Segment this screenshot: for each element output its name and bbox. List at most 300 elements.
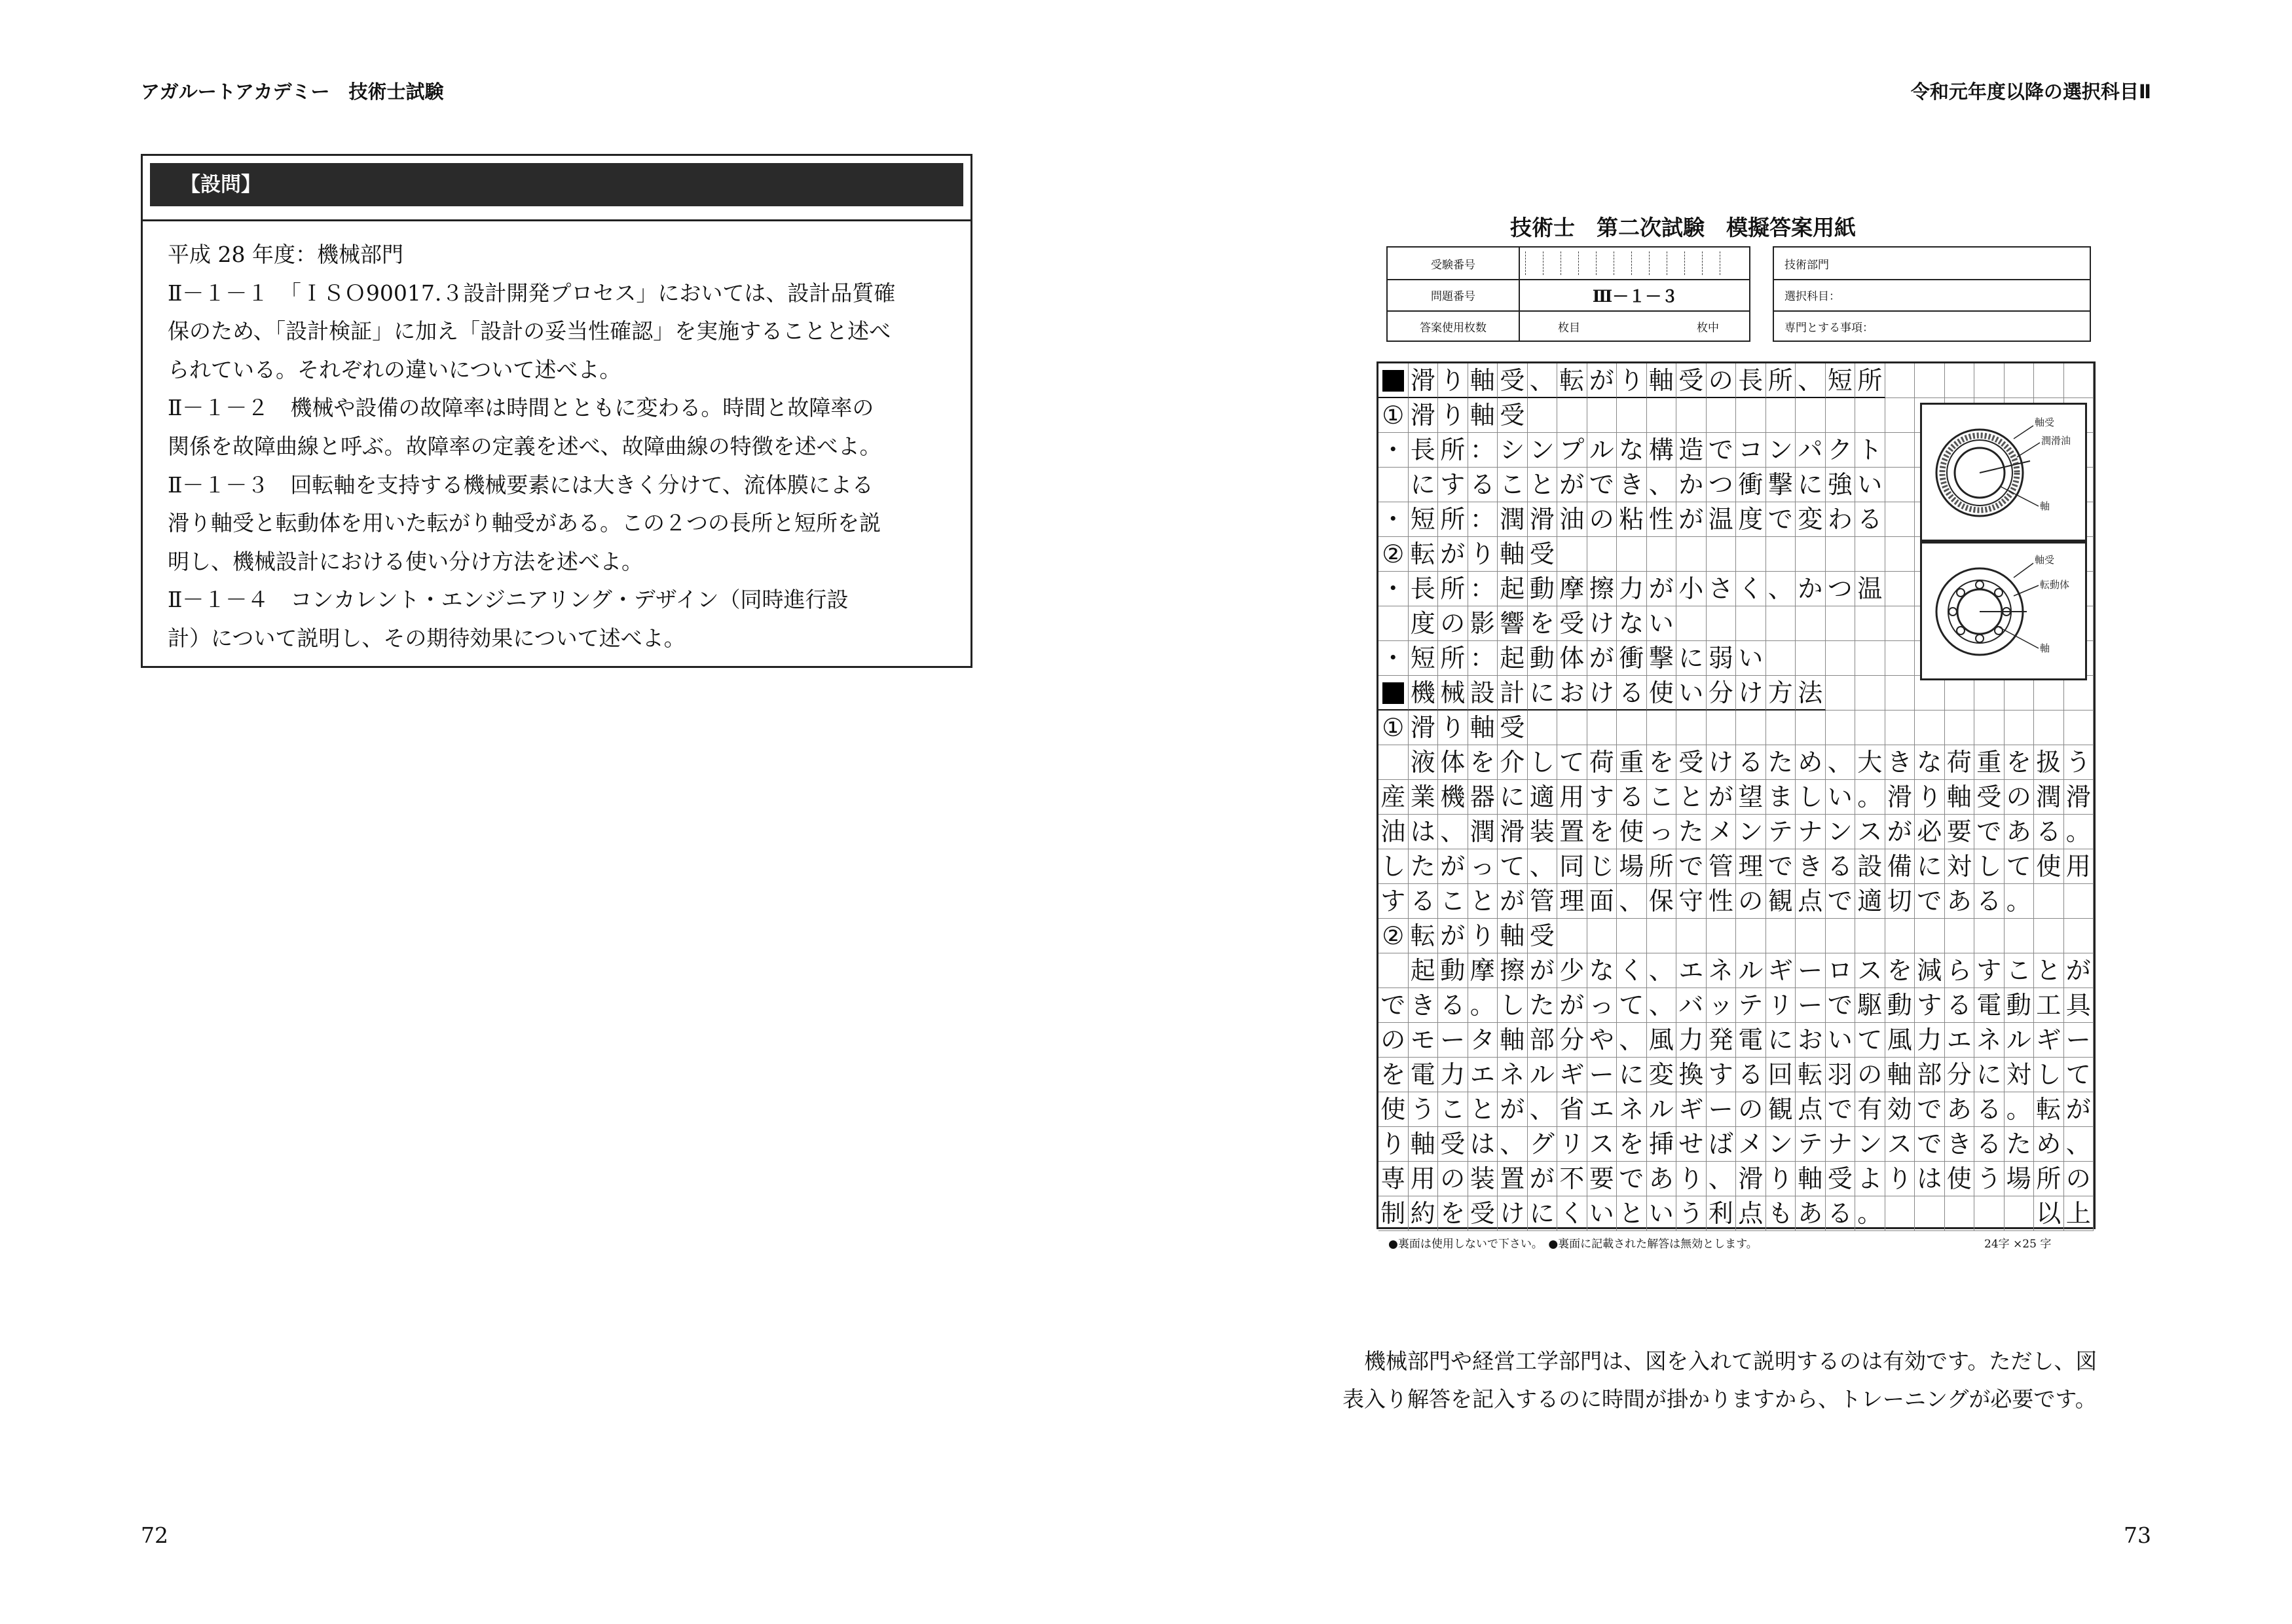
answer-cell	[1766, 537, 1796, 572]
answer-cell: 潤	[2034, 780, 2064, 815]
answer-cell: 駆	[1855, 988, 1885, 1023]
answer-cell: 約	[1409, 1196, 1439, 1231]
answer-cell: お	[1796, 1023, 1826, 1058]
answer-cell: あ	[1796, 1196, 1826, 1231]
answer-cell: り	[1468, 919, 1498, 953]
answer-cell: 性	[1707, 884, 1737, 919]
answer-cell	[1557, 919, 1587, 953]
answer-cell: に	[1766, 1023, 1796, 1058]
answer-cell: こ	[1647, 780, 1677, 815]
answer-cell	[1885, 537, 1915, 572]
answer-cell	[1378, 676, 1409, 710]
answer-cell: シ	[1498, 433, 1528, 468]
answer-cell: っ	[1587, 988, 1617, 1023]
answer-cell: 弱	[1707, 641, 1737, 676]
answer-cell: 滑	[1736, 1162, 1766, 1196]
answer-cell: 起	[1409, 953, 1439, 988]
answer-cell: な	[1617, 606, 1647, 641]
answer-cell	[1855, 710, 1885, 745]
answer-cell: っ	[1468, 849, 1498, 884]
answer-cell	[1885, 641, 1915, 676]
answer-cell	[1885, 710, 1915, 745]
answer-cell: ル	[1647, 1092, 1677, 1127]
answer-cell: 長	[1736, 363, 1766, 398]
answer-row	[1378, 884, 2094, 919]
answer-cell: 力	[1676, 1023, 1707, 1058]
answer-cell: る	[1945, 988, 1975, 1023]
answer-cell: ク	[1826, 433, 1856, 468]
answer-cell: 理	[1736, 849, 1766, 884]
answer-cell: て	[2064, 1058, 2094, 1092]
answer-row	[1378, 710, 2094, 745]
answer-cell	[1587, 398, 1617, 433]
answer-cell	[1885, 676, 1915, 710]
answer-cell: 守	[1676, 884, 1707, 919]
answer-cell: の	[1438, 1162, 1468, 1196]
answer-cell: 動	[1528, 641, 1558, 676]
answer-cell: 軸	[1498, 919, 1528, 953]
question-line: Ⅱ－１－２ 機械や設備の故障率は時間とともに変わる。時間と故障率の	[168, 395, 874, 421]
answer-cell	[1885, 572, 1915, 606]
answer-cell: り	[1617, 363, 1647, 398]
answer-cell: 、	[2064, 1127, 2094, 1162]
answer-cell: に	[1676, 641, 1707, 676]
section-marker-icon	[1382, 370, 1404, 392]
answer-cell: り	[1468, 537, 1498, 572]
answer-cell: 場	[2005, 1162, 2035, 1196]
answer-cell: ト	[1855, 433, 1885, 468]
answer-cell: し	[1528, 745, 1558, 780]
exam-number-digit-box[interactable]	[1578, 251, 1597, 275]
answer-cell: 動	[2005, 988, 2035, 1023]
answer-cell: 液	[1409, 745, 1439, 780]
answer-cell: 変	[1647, 1058, 1677, 1092]
answer-cell: た	[1676, 815, 1707, 849]
answer-cell: 軸	[1409, 1127, 1439, 1162]
answer-cell: ネ	[1498, 1058, 1528, 1092]
answer-cell: が	[1498, 884, 1528, 919]
answer-cell: す	[1587, 780, 1617, 815]
answer-cell: 発	[1707, 1023, 1737, 1058]
answer-cell: ー	[1796, 953, 1826, 988]
answer-cell: 置	[1498, 1162, 1528, 1196]
answer-cell: ネ	[1974, 1023, 2005, 1058]
answer-cell	[1855, 606, 1885, 641]
answer-cell	[1736, 606, 1766, 641]
answer-row	[1378, 815, 2094, 849]
exam-number-digit-box[interactable]	[1543, 251, 1561, 275]
answer-row	[1378, 1162, 2094, 1196]
answer-cell	[1707, 606, 1737, 641]
answer-cell: エ	[1676, 953, 1707, 988]
answer-cell	[1676, 398, 1707, 433]
answer-row	[1378, 1196, 2094, 1231]
answer-cell: る	[1826, 1196, 1856, 1231]
answer-cell: 用	[1557, 780, 1587, 815]
answer-cell: ー	[1707, 1092, 1737, 1127]
answer-cell: 挿	[1647, 1127, 1677, 1162]
answer-cell: 、	[1528, 363, 1558, 398]
exam-number-digit-box[interactable]	[1561, 251, 1579, 275]
answer-cell: ン	[1766, 433, 1796, 468]
answer-cell	[1885, 502, 1915, 537]
answer-cell: け	[1587, 606, 1617, 641]
answer-cell: き	[1945, 1127, 1975, 1162]
answer-cell: ロ	[1826, 953, 1856, 988]
answer-cell	[1528, 398, 1558, 433]
answer-cell: ン	[1766, 1127, 1796, 1162]
answer-cell: で	[1826, 988, 1856, 1023]
answer-cell	[1945, 1196, 1975, 1231]
rolling-bearing-label-shaft: 軸	[2040, 642, 2050, 654]
answer-cell: 産	[1378, 780, 1409, 815]
answer-cell: 響	[1498, 606, 1528, 641]
question-line: Ⅱ－１－１ 「ＩＳＯ90017.３設計開発プロセス」においては、設計品質確	[168, 280, 896, 306]
exam-number-digit-box[interactable]	[1667, 251, 1685, 275]
answer-cell: こ	[1438, 884, 1468, 919]
answer-cell	[1885, 398, 1915, 433]
answer-cell: 転	[1409, 537, 1439, 572]
answer-cell: ギ	[1766, 953, 1796, 988]
answer-cell: 使	[1945, 1162, 1975, 1196]
answer-cell	[1885, 919, 1915, 953]
answer-cell: の	[1378, 1023, 1409, 1058]
answer-cell	[1557, 710, 1587, 745]
answer-cell: テ	[1766, 815, 1796, 849]
exam-number-digit-box[interactable]	[1614, 251, 1632, 275]
answer-cell: 観	[1766, 1092, 1796, 1127]
answer-cell: け	[1736, 676, 1766, 710]
answer-cell: き	[1409, 988, 1439, 1023]
answer-cell: 上	[2064, 1196, 2094, 1231]
answer-cell: て	[1557, 745, 1587, 780]
answer-cell: コ	[1736, 433, 1766, 468]
answer-cell: 受	[1826, 1162, 1856, 1196]
answer-cell: 。	[2005, 884, 2035, 919]
answer-cell: っ	[1647, 815, 1677, 849]
answer-cell: 面	[1587, 884, 1617, 919]
exam-number-digit-box[interactable]	[1702, 251, 1720, 275]
answer-cell: で	[1826, 1092, 1856, 1127]
answer-cell: り	[1438, 363, 1468, 398]
answer-cell: 体	[1438, 745, 1468, 780]
answer-cell	[1885, 606, 1915, 641]
answer-cell: と	[1528, 468, 1558, 502]
answer-cell: い	[1855, 468, 1885, 502]
answer-cell: 電	[1736, 1023, 1766, 1058]
answer-row	[1378, 780, 2094, 815]
answer-cell	[1736, 537, 1766, 572]
answer-cell: で	[1766, 502, 1796, 537]
answer-cell	[1617, 919, 1647, 953]
answer-cell: ナ	[1826, 1127, 1856, 1162]
answer-cell: 転	[1796, 1058, 1826, 1092]
answer-cell: け	[1498, 1196, 1528, 1231]
answer-cell: る	[1974, 884, 2005, 919]
answer-cell: で	[1915, 1092, 1945, 1127]
answer-cell: ー	[2064, 1023, 2094, 1058]
answer-cell: 、	[1647, 953, 1677, 988]
answer-cell: る	[1409, 884, 1439, 919]
answer-cell	[1587, 919, 1617, 953]
rolling-element	[1995, 627, 2003, 635]
answer-row	[1378, 1023, 2094, 1058]
answer-cell: 軸	[1468, 710, 1498, 745]
answer-cell: が	[1707, 780, 1737, 815]
answer-cell: な	[1915, 745, 1945, 780]
sheet-total-label: 枚中	[1697, 322, 1719, 335]
answer-cell: で	[1587, 468, 1617, 502]
answer-cell: プ	[1557, 433, 1587, 468]
answer-cell: 力	[1617, 572, 1647, 606]
answer-cell: ま	[1766, 780, 1796, 815]
answer-cell	[1676, 710, 1707, 745]
answer-cell	[1796, 641, 1826, 676]
right-running-header: 令和元年度以降の選択科目Ⅱ	[1910, 81, 2151, 103]
answer-cell: さ	[1707, 572, 1737, 606]
answer-cell	[1676, 606, 1707, 641]
answer-cell	[1826, 606, 1856, 641]
question-line: Ⅱ－１－３ 回転軸を支持する機械要素には大きく分けて、流体膜による	[168, 471, 874, 498]
answer-cell: 変	[1796, 502, 1826, 537]
answer-cell: テ	[1796, 1127, 1826, 1162]
answer-cell: 軸	[1468, 398, 1498, 433]
answer-cell: 電	[1974, 988, 2005, 1023]
answer-cell	[1766, 919, 1796, 953]
answer-cell: よ	[1855, 1162, 1885, 1196]
plain-bearing-label-oil: 潤滑油	[2041, 435, 2071, 447]
answer-cell: い	[1826, 1023, 1856, 1058]
answer-cell: 換	[1676, 1058, 1707, 1092]
answer-cell	[1676, 537, 1707, 572]
answer-cell: 転	[1557, 363, 1587, 398]
answer-cell: メ	[1736, 1127, 1766, 1162]
answer-cell	[1378, 363, 1409, 398]
answer-cell	[1796, 919, 1826, 953]
answer-cell: 撃	[1647, 641, 1677, 676]
answer-cell: 転	[1409, 919, 1439, 953]
exam-number-digit-box[interactable]	[1631, 251, 1650, 275]
exam-number-digit-box[interactable]	[1720, 251, 1738, 275]
answer-cell: 重	[1974, 745, 2005, 780]
answer-cell: リ	[1557, 1127, 1587, 1162]
answer-cell: グ	[1528, 1127, 1558, 1162]
answer-cell: 風	[1885, 1023, 1915, 1058]
answer-cell: て	[2005, 849, 2035, 884]
question-line: られている。それぞれの違いについて述べよ。	[168, 356, 621, 382]
answer-cell: 点	[1736, 1196, 1766, 1231]
answer-cell: 利	[1707, 1196, 1737, 1231]
answer-cell: 機	[1438, 780, 1468, 815]
answer-cell	[2034, 710, 2064, 745]
answer-cell	[1826, 537, 1856, 572]
answer-cell: は	[1915, 1162, 1945, 1196]
answer-cell: 衝	[1736, 468, 1766, 502]
answer-cell: 擦	[1498, 953, 1528, 988]
exam-number-digit-box[interactable]	[1649, 251, 1667, 275]
answer-cell: 切	[1885, 884, 1915, 919]
answer-cell	[1945, 363, 1975, 398]
explanation-paragraph	[1342, 1342, 2161, 1418]
answer-cell	[1647, 537, 1677, 572]
answer-cell: 温	[1707, 502, 1737, 537]
answer-cell: パ	[1796, 433, 1826, 468]
answer-cell: ッ	[1707, 988, 1737, 1023]
answer-cell: ス	[1855, 815, 1885, 849]
answer-cell: る	[1974, 1092, 2005, 1127]
answer-cell: て	[1498, 849, 1528, 884]
answer-cell: 要	[1945, 815, 1975, 849]
answer-cell: く	[1736, 572, 1766, 606]
answer-cell	[2064, 884, 2094, 919]
answer-cell: 使	[1617, 815, 1647, 849]
answer-cell: 。	[2064, 815, 2094, 849]
answer-cell: ン	[1528, 433, 1558, 468]
answer-cell: 分	[1707, 676, 1737, 710]
answer-cell: 場	[1617, 849, 1647, 884]
answer-cell: を	[1468, 745, 1498, 780]
answer-cell: と	[2034, 953, 2064, 988]
answer-cell: 滑	[1409, 398, 1439, 433]
exam-number-digit-box[interactable]	[1684, 251, 1703, 275]
answer-cell: め	[1796, 745, 1826, 780]
answer-cell: 。	[2005, 1092, 2035, 1127]
department-info-table	[1773, 246, 2091, 342]
answer-cell	[1647, 710, 1677, 745]
answer-cell: 理	[1557, 884, 1587, 919]
answer-cell	[1766, 606, 1796, 641]
answer-cell: 滑	[1409, 363, 1439, 398]
answer-cell	[1826, 398, 1856, 433]
answer-grid	[1377, 361, 2096, 1229]
answer-cell: し	[1498, 988, 1528, 1023]
answer-cell: う	[1409, 1092, 1439, 1127]
answer-cell: る	[2034, 815, 2064, 849]
answer-cell: に	[1409, 468, 1439, 502]
paragraph-line: 表入り解答を記入するのに時間が掛かりますから、トレーニングが必要です。	[1342, 1386, 2097, 1412]
answer-cell: い	[1676, 676, 1707, 710]
specialty-label: 専門とする事項：	[1784, 322, 1874, 335]
answer-cell: 潤	[1498, 502, 1528, 537]
answer-cell: テ	[1736, 988, 1766, 1023]
answer-cell: 構	[1647, 433, 1677, 468]
answer-cell: 、	[1647, 988, 1677, 1023]
page-number-left: 72	[141, 1522, 168, 1548]
answer-cell: ー	[1587, 1058, 1617, 1092]
answer-cell	[1617, 710, 1647, 745]
answer-cell: 法	[1796, 676, 1826, 710]
answer-cell: い	[1647, 1196, 1677, 1231]
answer-cell: る	[1736, 745, 1766, 780]
answer-cell: や	[1587, 1023, 1617, 1058]
answer-cell: 起	[1498, 641, 1528, 676]
answer-cell: 部	[1915, 1058, 1945, 1092]
answer-cell: 受	[1498, 398, 1528, 433]
answer-cell: 軸	[1498, 537, 1528, 572]
exam-number-digit-box[interactable]	[1596, 251, 1614, 275]
answer-cell	[2064, 710, 2094, 745]
answer-cell: 摩	[1557, 572, 1587, 606]
answer-cell: を	[1617, 1127, 1647, 1162]
answer-cell	[1557, 398, 1587, 433]
answer-cell	[1557, 537, 1587, 572]
answer-cell: い	[1736, 641, 1766, 676]
answer-cell: 電	[1409, 1058, 1439, 1092]
answer-cell: 、	[1826, 745, 1856, 780]
answer-cell: 制	[1378, 1196, 1409, 1231]
answer-cell: せ	[1676, 1127, 1707, 1162]
answer-cell: す	[1438, 468, 1468, 502]
answer-cell: ・	[1378, 572, 1409, 606]
answer-cell: 受	[1557, 606, 1587, 641]
answer-cell	[1855, 641, 1885, 676]
answer-cell: 造	[1676, 433, 1707, 468]
answer-cell	[1826, 676, 1856, 710]
answer-cell: 方	[1766, 676, 1796, 710]
answer-cell	[1766, 710, 1796, 745]
answer-cell: し	[1974, 849, 2005, 884]
answer-cell: 滑	[1409, 710, 1439, 745]
answer-cell: 工	[2034, 988, 2064, 1023]
answer-cell: を	[1378, 1058, 1409, 1092]
answer-cell: 軸	[1796, 1162, 1826, 1196]
answer-cell: が	[1438, 849, 1468, 884]
answer-cell	[2005, 919, 2035, 953]
answer-cell	[1796, 537, 1826, 572]
answer-cell: 動	[1528, 572, 1558, 606]
answer-cell: 。	[1855, 1196, 1885, 1231]
answer-cell: 動	[1885, 988, 1915, 1023]
answer-cell: 器	[1468, 780, 1498, 815]
answer-cell: ギ	[2034, 1023, 2064, 1058]
answer-cell: ：	[1468, 502, 1498, 537]
answer-cell: 具	[2064, 988, 2094, 1023]
answer-cell: り	[1885, 1162, 1915, 1196]
answer-cell: 強	[1826, 468, 1856, 502]
answer-cell: エ	[1945, 1023, 1975, 1058]
answer-cell: で	[1617, 1162, 1647, 1196]
answer-cell	[1915, 710, 1945, 745]
answer-cell	[1945, 710, 1975, 745]
answer-row	[1378, 1092, 2094, 1127]
answer-cell: 用	[2064, 849, 2094, 884]
answer-cell: ：	[1468, 572, 1498, 606]
answer-cell: じ	[1587, 849, 1617, 884]
answer-cell: 受	[1974, 780, 2005, 815]
answer-cell: 専	[1378, 1162, 1409, 1196]
section-marker-icon	[1382, 682, 1404, 704]
question-divider	[143, 219, 970, 221]
answer-cell: 長	[1409, 572, 1439, 606]
answer-cell: 撃	[1766, 468, 1796, 502]
answer-cell: 。	[1855, 780, 1885, 815]
answer-cell: 少	[1557, 953, 1587, 988]
exam-number-digit-box[interactable]	[1525, 251, 1543, 275]
answer-cell: こ	[1498, 468, 1528, 502]
answer-cell: 起	[1498, 572, 1528, 606]
answer-cell: り	[1676, 1162, 1707, 1196]
answer-cell: で	[1378, 988, 1409, 1023]
answer-cell: ②	[1378, 919, 1409, 953]
answer-cell	[1855, 676, 1885, 710]
answer-cell: 備	[1885, 849, 1915, 884]
answer-cell: 介	[1498, 745, 1528, 780]
answer-cell	[1826, 641, 1856, 676]
answer-cell: 減	[1915, 953, 1945, 988]
answer-cell: 動	[1438, 953, 1468, 988]
question-line: 明し、機械設計における使い分け方法を述べよ。	[168, 548, 643, 574]
answer-cell: 所	[1438, 502, 1468, 537]
